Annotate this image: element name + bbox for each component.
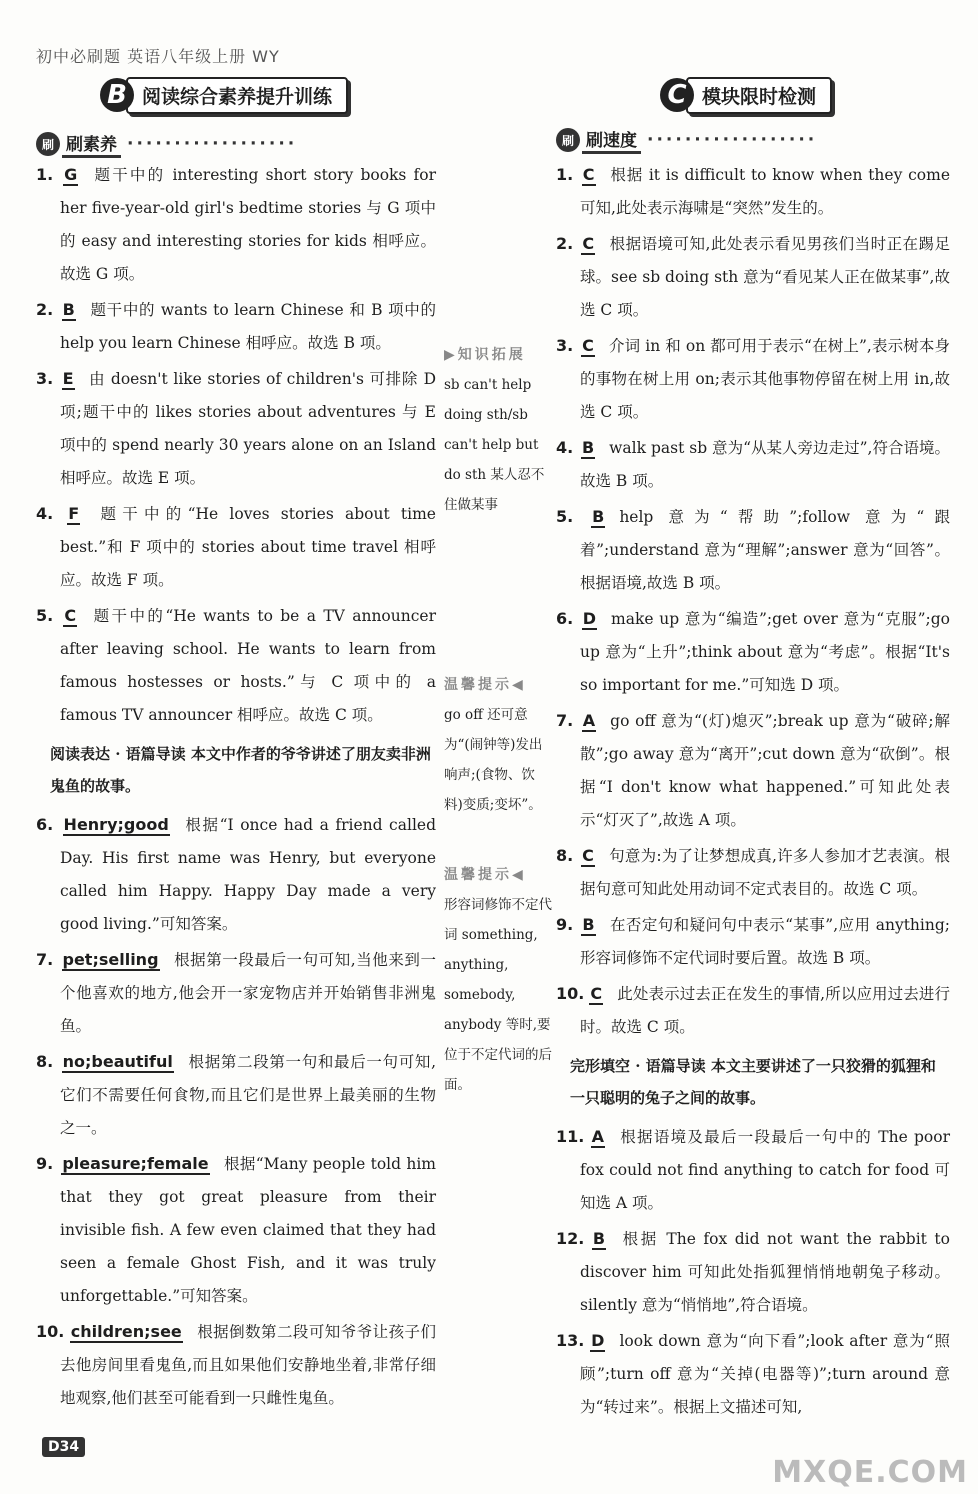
explanation: 根据语境可知,此处表示看见男孩们当时正在踢足球。see sb doing sth 意为“看见某人正在做某事”,故选 C 项。 bbox=[580, 235, 950, 319]
explanation: 题干中的“He loves stories about time best.”和 F 项中的 stories about time travel 相呼应。故选 F 项。 bbox=[60, 505, 436, 589]
explanation: 根据第一段最后一句可知,当他来到一个他喜欢的地方,他会开一家宠物店并开始销售非洲鬼鱼。 bbox=[60, 951, 436, 1035]
answer-item bbox=[556, 1324, 950, 1424]
answer-item bbox=[36, 293, 436, 360]
section-b-title: 阅读综合素养提升训练 bbox=[126, 77, 348, 114]
section-c-badge: C bbox=[660, 78, 694, 112]
explanation: 介词 in 和 on 都可用于表示“在树上”,表示树本身的事物在树上用 on;表示其他事物停留在树上用 in,故选 C 项。 bbox=[580, 337, 950, 421]
side-note-text: go off 还可意为“(闹钟等)发出响声;(食物、饮料)变质;变坏”。 bbox=[444, 707, 543, 813]
question-number: 13. bbox=[556, 1331, 585, 1350]
answer-item bbox=[556, 977, 950, 1044]
answer-key: F bbox=[68, 504, 80, 523]
answer-key: A bbox=[591, 1127, 604, 1146]
answer-item bbox=[556, 329, 950, 429]
question-number: 8. bbox=[36, 1052, 54, 1071]
answer-item bbox=[36, 943, 436, 1043]
answer-key: no;beautiful bbox=[62, 1052, 173, 1071]
explanation: 题干中的“He wants to be a TV announcer after leaving school. He wants to learn from famous hostesses or hosts.”与 C 项中的 a famous TV announcer 相呼应。故选 C 项。 bbox=[60, 607, 436, 724]
section-c-title: 模块限时检测 bbox=[686, 77, 832, 114]
answer-item bbox=[36, 158, 436, 291]
left-column bbox=[36, 158, 436, 1417]
explanation: 由 doesn't like stories of children's 可排除 D 项;题干中的 likes stories about adventures 与 E 项中的 spend nearly 30 years alone on an Island 相呼应。故选 E 项。 bbox=[60, 370, 436, 487]
question-number: 4. bbox=[36, 504, 54, 523]
question-number: 1. bbox=[36, 165, 54, 184]
explanation: 在否定句和疑问句中表示“某事”,应用 anything;形容词修饰不定代词时要后置。故选 B 项。 bbox=[580, 916, 950, 967]
page-number: D34 bbox=[42, 1437, 85, 1457]
question-number: 12. bbox=[556, 1229, 585, 1248]
page-header: 初中必刷题 英语八年级上册 WY bbox=[36, 47, 280, 66]
answer-key: children;see bbox=[70, 1322, 182, 1341]
answer-item bbox=[556, 704, 950, 837]
answer-item bbox=[556, 500, 950, 600]
explanation: 根据 it is difficult to know when they come 可知,此处表示海啸是“突然”发生的。 bbox=[580, 166, 950, 217]
tag-left bbox=[36, 130, 297, 158]
side-note-text: 形容词修饰不定代词 something, anything, somebody, anybody 等时,要位于不定代词的后面。 bbox=[444, 897, 552, 1093]
answer-key: pet;selling bbox=[62, 950, 159, 969]
section-c-banner bbox=[660, 78, 832, 112]
answer-key: G bbox=[64, 165, 78, 184]
answer-item bbox=[556, 431, 950, 498]
answer-item bbox=[36, 808, 436, 941]
question-number: 3. bbox=[556, 336, 574, 355]
question-number: 2. bbox=[556, 234, 574, 253]
answer-item bbox=[556, 908, 950, 975]
passage-guide: 完形填空 · 语篇导读 本文主要讲述了一只狡猾的狐狸和一只聪明的兔子之间的故事。 bbox=[570, 1057, 936, 1107]
side-note-title: 温馨提示◀ bbox=[444, 867, 526, 883]
answer-item bbox=[556, 1120, 950, 1220]
section-b-banner bbox=[100, 78, 348, 112]
answer-key: B bbox=[581, 438, 595, 457]
question-number: 10. bbox=[556, 984, 585, 1003]
brush-icon: 刷 bbox=[556, 128, 580, 152]
passage-guide: 阅读表达 · 语篇导读 本文中作者的爷爷讲述了朋友卖非洲鬼鱼的故事。 bbox=[50, 745, 431, 795]
answer-key: C bbox=[582, 165, 595, 184]
side-notes-column bbox=[444, 340, 552, 1124]
question-number: 5. bbox=[556, 507, 574, 526]
answer-key: C bbox=[582, 234, 595, 253]
brush-icon: 刷 bbox=[36, 132, 60, 156]
answer-key: C bbox=[582, 336, 594, 355]
explanation: 题干中的 wants to learn Chinese 和 B 项中的 help you learn Chinese 相呼应。故选 B 项。 bbox=[60, 301, 436, 352]
explanation: walk past sb 意为“从某人旁边走过”,符合语境。故选 B 项。 bbox=[580, 439, 951, 490]
explanation: 根据 The fox did not want the rabbit to discover him 可知此处指狐狸悄悄地朝兔子移动。silently 意为“悄悄地”,符合语境。 bbox=[580, 1230, 950, 1314]
question-number: 3. bbox=[36, 369, 54, 388]
answer-item bbox=[36, 1147, 436, 1313]
answer-key: Henry;good bbox=[63, 815, 169, 834]
answer-key: B bbox=[592, 1229, 606, 1248]
question-number: 6. bbox=[36, 815, 54, 834]
answer-key: A bbox=[582, 711, 596, 730]
tag-right bbox=[556, 126, 817, 154]
question-number: 6. bbox=[556, 609, 574, 628]
explanation: make up 意为“编造”;get over 意为“克服”;go up 意为“上升”;think about 意为“考虑”。根据“It's so important for me.”可知选 D 项。 bbox=[580, 610, 950, 694]
answer-item bbox=[556, 227, 950, 327]
question-number: 9. bbox=[556, 915, 574, 934]
answer-item bbox=[36, 497, 436, 597]
answer-item bbox=[556, 602, 950, 702]
answer-item bbox=[556, 158, 950, 225]
question-number: 8. bbox=[556, 846, 574, 865]
question-number: 10. bbox=[36, 1322, 65, 1341]
answer-key: pleasure;female bbox=[62, 1154, 209, 1173]
answer-item bbox=[36, 362, 436, 495]
explanation: 题干中的 interesting short story books for her five-year-old girl's bedtime stories 与 G 项中的 easy and interesting stories for kids 相呼应。故选 G 项。 bbox=[60, 166, 436, 283]
section-b-badge: B bbox=[100, 78, 134, 112]
question-number: 9. bbox=[36, 1154, 54, 1173]
side-note-title: ▶知识拓展 bbox=[444, 347, 526, 363]
explanation: 根据语境及最后一段最后一句中的 The poor fox could not find anything to catch for food 可知选 A 项。 bbox=[580, 1128, 950, 1212]
question-number: 4. bbox=[556, 438, 574, 457]
side-note-title: 温馨提示◀ bbox=[444, 677, 526, 693]
watermark: MXQE.COM bbox=[772, 1455, 968, 1490]
explanation: 根据“Many people told him that they got great pleasure from their invisible fish. A few even claimed that they had seen a female Ghost Fish, and it was truly unforgettable.”可知答案。 bbox=[60, 1155, 436, 1305]
explanation: 根据“I once had a friend called Day. His first name was Henry, but everyone called him Happy. Happy Day made a very good living.”可知答案。 bbox=[60, 816, 436, 933]
explanation: 句意为:为了让梦想成真,许多人参加才艺表演。根据句意可知此处用动词不定式表目的。故选 C 项。 bbox=[580, 847, 950, 898]
side-note-text: sb can't help doing sth/sb can't help but do sth 某人忍不住做某事 bbox=[444, 377, 545, 513]
answer-key: C bbox=[582, 846, 594, 865]
right-column bbox=[556, 158, 950, 1426]
answer-key: B bbox=[62, 300, 75, 319]
answer-key: E bbox=[62, 369, 74, 388]
answer-key: B bbox=[582, 915, 595, 934]
question-number: 7. bbox=[556, 711, 574, 730]
answer-item bbox=[36, 599, 436, 732]
answer-key: C bbox=[590, 984, 603, 1003]
question-number: 11. bbox=[556, 1127, 585, 1146]
explanation: look down 意为“向下看”;look after 意为“照顾”;turn off 意为“关掉(电器等)”;turn around 意为“转过来”。根据上文描述可知, bbox=[580, 1332, 950, 1416]
dotted-divider: ·················· bbox=[647, 130, 818, 150]
answer-key: D bbox=[591, 1331, 605, 1350]
explanation: 根据倒数第二段可知爷爷让孩子们去他房间里看鬼鱼,而且如果他们安静地坐着,非常仔细地观察,他们甚至可能看到一只雌性鬼鱼。 bbox=[60, 1323, 436, 1407]
explanation: 根据第二段第一句和最后一句可知,它们不需要任何食物,而且它们是世界上最美丽的生物之一。 bbox=[60, 1053, 436, 1137]
answer-item bbox=[36, 1315, 436, 1415]
tag-left-label: 刷素养 bbox=[62, 130, 121, 158]
side-note bbox=[444, 860, 552, 1100]
explanation: help 意为“帮助”;follow 意为“跟着”;understand 意为“理解”;answer 意为“回答”。根据语境,故选 B 项。 bbox=[580, 508, 950, 592]
explanation: 此处表示过去正在发生的事情,所以应用过去进行时。故选 C 项。 bbox=[580, 985, 950, 1036]
question-number: 2. bbox=[36, 300, 54, 319]
tag-right-label: 刷速度 bbox=[582, 126, 641, 154]
explanation: go off 意为“(灯)熄灭”;break up 意为“破碎;解散”;go away 意为“离开”;cut down 意为“砍倒”。根据“I don't know what happened.”可知此处表示“灯灭了”,故选 A 项。 bbox=[580, 712, 950, 829]
answer-key: D bbox=[582, 609, 597, 628]
question-number: 7. bbox=[36, 950, 54, 969]
answer-item bbox=[36, 1045, 436, 1145]
side-note bbox=[444, 340, 552, 520]
side-note bbox=[444, 670, 552, 820]
question-number: 5. bbox=[36, 606, 54, 625]
question-number: 1. bbox=[556, 165, 574, 184]
answer-item bbox=[556, 1222, 950, 1322]
answer-key: B bbox=[592, 507, 605, 526]
answer-key: C bbox=[64, 606, 77, 625]
answer-item bbox=[556, 839, 950, 906]
dotted-divider: ·················· bbox=[127, 134, 298, 154]
